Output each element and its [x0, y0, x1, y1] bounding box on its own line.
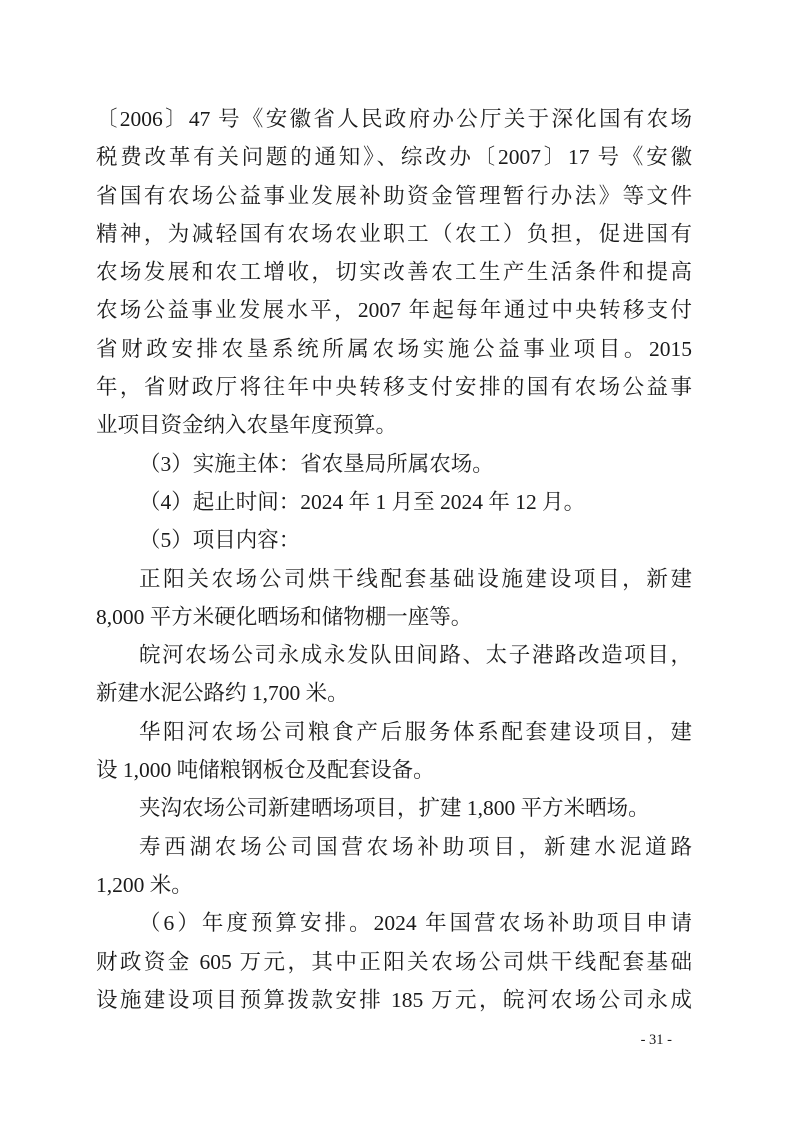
text-line: 华阳河农场公司粮食产后服务体系配套建设项目，建	[139, 719, 692, 744]
text-line: 税费改革有关问题的通知》、综改办〔2007〕17 号《安徽	[96, 145, 692, 170]
text-line: 〔2006〕47 号《安徽省人民政府办公厅关于深化国有农场	[96, 107, 692, 131]
text-line: 农场发展和农工增收，切实改善农工生产生活条件和提高	[96, 260, 692, 285]
text-line: 正阳关农场公司烘干线配套基础设施建设项目，新建	[139, 566, 692, 591]
paragraph	[96, 713, 692, 790]
paragraph	[96, 560, 692, 637]
paragraph	[96, 828, 692, 905]
paragraph	[96, 100, 692, 445]
text-line: 省国有农场公益事业发展补助资金管理暂行办法》等文件	[96, 183, 692, 208]
text-line: （6）年度预算安排。2024 年国营农场补助项目申请	[139, 911, 692, 936]
text-line: 年，省财政厅将往年中央转移支付安排的国有农场公益事	[96, 375, 692, 400]
paragraph	[96, 483, 692, 521]
text-line: （3）实施主体：省农垦局所属农场。	[139, 451, 494, 476]
text-line: 农场公益事业发展水平，2007 年起每年通过中央转移支付	[96, 298, 692, 323]
paragraph	[96, 521, 692, 559]
paragraph	[96, 904, 692, 1019]
text-line: 1,200 米。	[96, 872, 193, 897]
text-line: 夹沟农场公司新建晒场项目，扩建 1,800 平方米晒场。	[139, 796, 650, 821]
page-number: - 31 -	[640, 1032, 672, 1048]
paragraph	[96, 636, 692, 713]
document-body	[96, 100, 692, 1019]
text-line: 设 1,000 吨储粮钢板仓及配套设备。	[96, 758, 435, 783]
text-line: 省财政安排农垦系统所属农场实施公益事业项目。2015	[96, 336, 692, 361]
paragraph	[96, 445, 692, 483]
text-line: 8,000 平方米硬化晒场和储物棚一座等。	[96, 604, 473, 629]
text-line: 寿西湖农场公司国营农场补助项目，新建水泥道路	[139, 834, 692, 859]
paragraph	[96, 789, 692, 827]
text-line: （4）起止时间：2024 年 1 月至 2024 年 12 月。	[139, 489, 586, 514]
text-line: （5）项目内容：	[139, 528, 301, 553]
text-line: 皖河农场公司永成永发队田间路、太子港路改造项目，	[139, 643, 692, 668]
text-line: 新建水泥公路约 1,700 米。	[96, 681, 349, 706]
text-line: 精神，为减轻国有农场农业职工（农工）负担，促进国有	[96, 221, 692, 246]
text-line: 设施建设项目预算拨款安排 185 万元，皖河农场公司永成	[96, 987, 692, 1012]
text-line: 业项目资金纳入农垦年度预算。	[96, 413, 398, 438]
text-line: 财政资金 605 万元，其中正阳关农场公司烘干线配套基础	[96, 949, 692, 974]
